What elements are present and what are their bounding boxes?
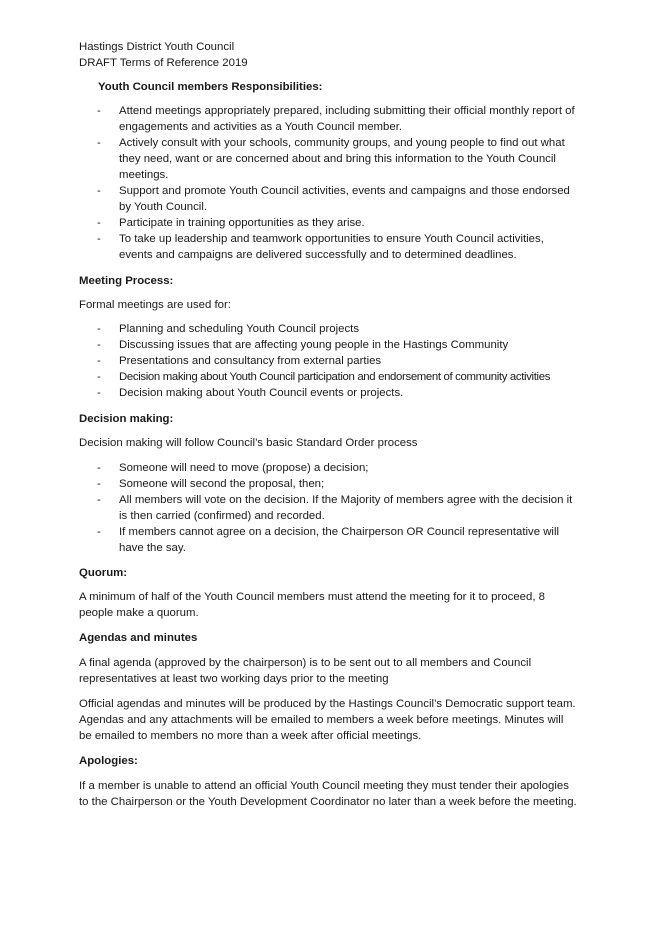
meeting-process-intro: Formal meetings are used for: [79, 299, 231, 311]
list-item: - All members will vote on the decision. If the Majority of members agree with the decision it is then carried (confirmed) and recorded. [97, 494, 573, 522]
list-item: - If members cannot agree on a decision, the Chairperson OR Council representative will have the say. [97, 526, 560, 554]
list-item: - Actively consult with your schools, community groups, and young people to find out what they need, want or are concerned about and bring this information to the Youth Council meetings. [97, 137, 565, 181]
list-item: - Support and promote Youth Council activities, events and campaigns and those endorsed by Youth Council. [97, 185, 570, 213]
responsibilities-heading: Youth Council members Responsibilities: [98, 81, 323, 93]
apologies-heading: Apologies: [79, 755, 138, 767]
decision-making-list [79, 460, 579, 556]
meeting-process-list [79, 321, 579, 401]
list-item: - Decision making about Youth Council events or projects. [97, 387, 404, 399]
list-item: - Decision making about Youth Council participation and endorsement of community activities [97, 371, 551, 383]
header-document-title: DRAFT Terms of Reference 2019 [79, 57, 248, 69]
decision-making-intro: Decision making will follow Council’s basic Standard Order process [79, 437, 418, 449]
apologies-text: If a member is unable to attend an official Youth Council meeting they must tender their apologies to the Chairperson or the Youth Development Coordinator no later than a week before the meeting. [79, 780, 577, 808]
list-item: - Discussing issues that are affecting young people in the Hastings Community [97, 339, 509, 351]
list-item: - To take up leadership and teamwork opportunities to ensure Youth Council activities, events and campaigns are delivered successfully and to determined deadlines. [97, 233, 544, 261]
meeting-process-heading: Meeting Process: [79, 275, 174, 287]
header-organisation: Hastings District Youth Council [79, 41, 235, 53]
agendas-paragraph-2: Official agendas and minutes will be produced by the Hastings Council’s Democratic support team. Agendas and any attachments will be emailed to members a week before meetings. Minutes will be emailed to members no more than a week after official meetings. [79, 698, 576, 742]
list-item: - Presentations and consultancy from external parties [97, 355, 382, 367]
agendas-heading: Agendas and minutes [79, 632, 198, 644]
list-item: - Participate in training opportunities as they arise. [97, 217, 365, 229]
agendas-paragraph-1: A final agenda (approved by the chairperson) is to be sent out to all members and Council representatives at least two working days prior to the meeting [79, 657, 532, 685]
list-item: - Attend meetings appropriately prepared, including submitting their official monthly report of engagements and activities as a Youth Council member. [97, 105, 575, 133]
document-header [79, 39, 579, 71]
quorum-text: A minimum of half of the Youth Council members must attend the meeting for it to proceed, 8 people make a quorum. [79, 591, 545, 619]
decision-making-heading: Decision making: [79, 413, 174, 425]
list-item: - Planning and scheduling Youth Council projects [97, 323, 360, 335]
responsibilities-list [79, 103, 579, 263]
list-item: - Someone will need to move (propose) a decision; [97, 462, 369, 474]
quorum-heading: Quorum: [79, 567, 128, 579]
list-item: - Someone will second the proposal, then; [97, 478, 325, 490]
